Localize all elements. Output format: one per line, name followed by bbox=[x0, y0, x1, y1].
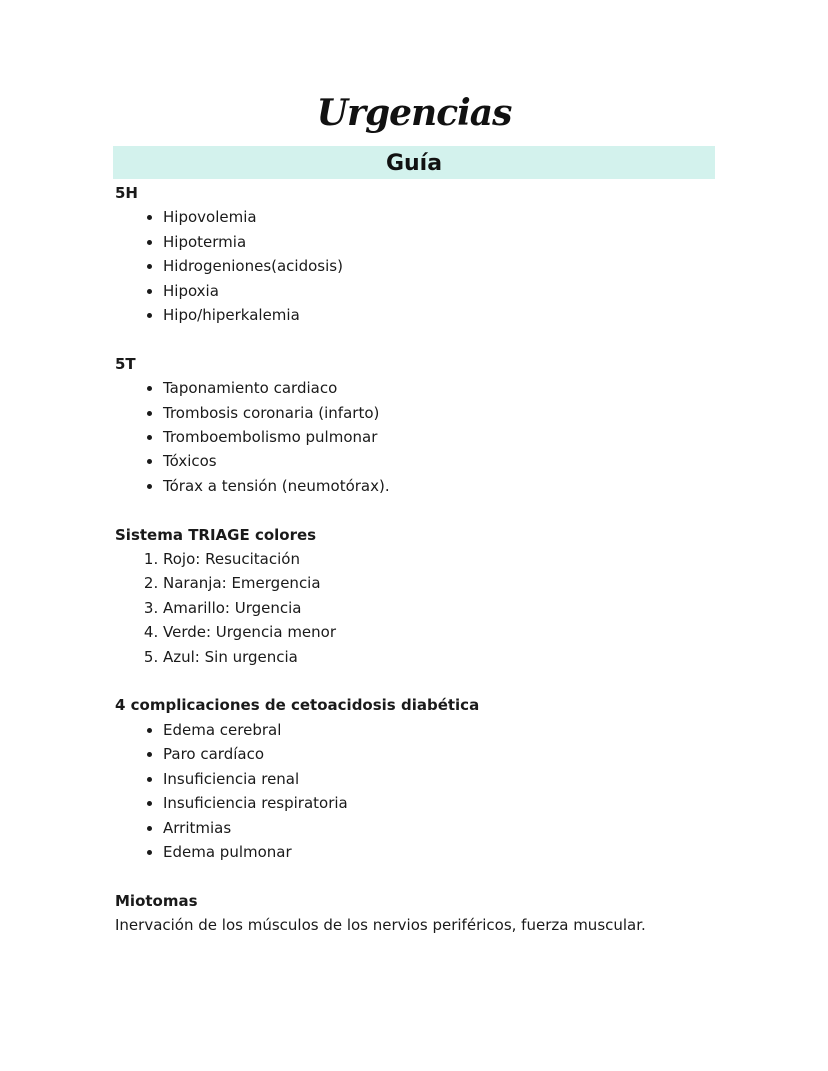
section-heading: 5H bbox=[115, 184, 138, 202]
list-item: 4. Verde: Urgencia menor bbox=[163, 620, 735, 644]
section-heading: 4 complicaciones de cetoacidosis diabética bbox=[115, 696, 480, 715]
list-item: • Hipo/hiperkalemia bbox=[163, 303, 735, 327]
numbered-list bbox=[115, 547, 735, 669]
list-item: • Trombosis coronaria (infarto) bbox=[163, 401, 735, 425]
list-item: • Hidrogeniones(acidosis) bbox=[163, 254, 735, 278]
list-item: 3. Amarillo: Urgencia bbox=[163, 596, 735, 620]
list-item: • Hipoxia bbox=[163, 279, 735, 303]
list-item: • Insuficiencia respiratoria bbox=[163, 791, 735, 815]
list-item: • Edema pulmonar bbox=[163, 840, 735, 864]
section-heading: Sistema TRIAGE colores bbox=[115, 525, 317, 544]
list-item: 2. Naranja: Emergencia bbox=[163, 571, 735, 595]
subtitle: Guía bbox=[385, 151, 443, 176]
section-heading: 5T bbox=[115, 354, 136, 373]
list-item: 1. Rojo: Resucitación bbox=[163, 547, 735, 571]
list-item: • Hipovolemia bbox=[163, 205, 735, 229]
bullet-list bbox=[115, 205, 735, 327]
list-item: • Tórax a tensión (neumotórax). bbox=[163, 474, 735, 498]
list-item: • Arritmias bbox=[163, 816, 735, 840]
list-item: • Tromboembolismo pulmonar bbox=[163, 425, 735, 449]
list-item: • Insuficiencia renal bbox=[163, 767, 735, 791]
list-item: • Paro cardíaco bbox=[163, 742, 735, 766]
document-body bbox=[115, 181, 735, 938]
paragraph: Inervación de los músculos de los nervios periféricos, fuerza muscular. bbox=[115, 916, 646, 935]
document-title: Urgencias bbox=[316, 92, 512, 134]
list-item: • Edema cerebral bbox=[163, 718, 735, 742]
list-item: • Hipotermia bbox=[163, 230, 735, 254]
list-item: 5. Azul: Sin urgencia bbox=[163, 645, 735, 669]
subtitle-band bbox=[113, 146, 715, 179]
list-item: • Tóxicos bbox=[163, 449, 735, 473]
section-heading: Miotomas bbox=[115, 891, 198, 910]
bullet-list bbox=[115, 376, 735, 498]
list-item: • Taponamiento cardiaco bbox=[163, 376, 735, 400]
bullet-list bbox=[115, 718, 735, 864]
